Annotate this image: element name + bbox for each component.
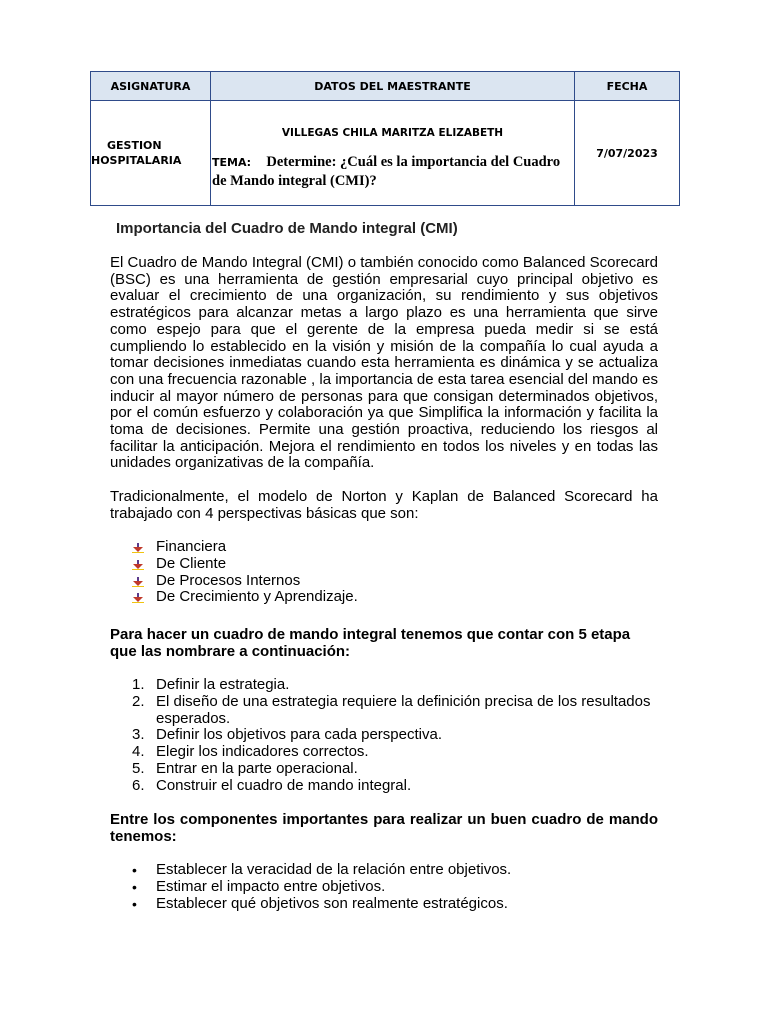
arrow-bullet-icon xyxy=(132,593,144,603)
arrow-bullet-icon xyxy=(132,560,144,570)
paragraph-perspectives xyxy=(110,489,658,522)
list-item xyxy=(132,589,358,606)
tema-label: TEMA: xyxy=(212,156,252,169)
bullet-dot-icon: • xyxy=(132,862,137,878)
bullet-dot-icon: • xyxy=(132,878,137,895)
component-text: Establecer la veracidad de la relación entre objetivos. xyxy=(156,861,512,878)
step-text: Entrar en la parte operacional. xyxy=(156,759,358,777)
header-subject: ASIGNATURA xyxy=(91,72,211,101)
list-item xyxy=(110,778,658,795)
list-item xyxy=(110,862,658,879)
perspectives-list xyxy=(132,539,358,606)
header-student: DATOS DEL MAESTRANTE xyxy=(211,72,575,101)
step-text: Elegir los indicadores correctos. xyxy=(156,743,369,761)
component-text: Establecer qué objetivos son realmente estratégicos. xyxy=(156,894,508,912)
list-item xyxy=(110,896,658,913)
step-text: El diseño de una estrategia requiere la definición precisa de los resultados esperados. xyxy=(156,692,651,727)
paragraph-2-text: Tradicionalmente, el modelo de Norton y Kaplan de Balanced Scorecard ha trabajado con 4 perspectivas básicas que son: xyxy=(110,488,658,522)
arrow-bullet-icon xyxy=(132,577,144,587)
list-item xyxy=(132,573,358,590)
tema-text: Determine: ¿Cuál es la importancia del Cuadro de Mando integral (CMI)? xyxy=(212,154,561,189)
list-item xyxy=(110,761,658,778)
step-text: Construir el cuadro de mando integral. xyxy=(156,776,412,794)
list-item xyxy=(132,556,358,573)
step-text: Definir la estrategia. xyxy=(156,676,290,693)
subject-line1: GESTION xyxy=(107,139,162,152)
component-text: Estimar el impacto entre objetivos. xyxy=(156,877,386,895)
list-item xyxy=(110,694,658,728)
step-number: 4. xyxy=(132,743,145,761)
step-text: Definir los objetivos para cada perspectiva. xyxy=(156,726,442,744)
components-list xyxy=(110,862,658,912)
tema-block xyxy=(212,152,562,190)
date-cell: 7/07/2023 xyxy=(575,101,680,206)
student-cell xyxy=(211,101,575,206)
paragraph-importance xyxy=(110,255,658,472)
perspective-label: De Crecimiento y Aprendizaje. xyxy=(156,588,358,606)
perspective-label: Financiera xyxy=(156,538,227,555)
step-number: 6. xyxy=(132,776,145,794)
components-heading: Entre los componentes importantes para realizar un buen cuadro de mando tenemos: xyxy=(110,811,658,845)
perspective-label: De Cliente xyxy=(156,554,227,572)
step-number: 3. xyxy=(132,726,145,744)
step-number: 5. xyxy=(132,759,145,777)
perspective-label: De Procesos Internos xyxy=(156,571,301,589)
list-item xyxy=(110,744,658,761)
document-title: Importancia del Cuadro de Mando integral (CMI) xyxy=(116,220,458,237)
step-number: 1. xyxy=(132,676,145,693)
list-item xyxy=(110,879,658,896)
list-item xyxy=(132,539,358,556)
paragraph-1-text: El Cuadro de Mando Integral (CMI) o también conocido como Balanced Scorecard (BSC) es una herramienta de gestión empresarial cuyo principal objetivo es evaluar el crecimiento de una organización, su rendimiento y sus objetivos estratégicos para alcanzar metas a largo plazo es una herramienta que sirve como espejo para que el gerente de la empresa pueda medir si se está cumpliendo lo establecido en la visión y misión de la compañía lo cual ayuda a tomar decisiones inmediatas cuando esta herramienta es dinámica y se actualiza con una frecuencia razonable , la importancia de esta tarea esencial del mando es inducir al mayor número de personas para que consigan determinados objetivos, por el común esfuerzo y colaboración ya que Simplifica la información y facilita la toma de decisiones. Permite una gestión proactiva, reduciendo los riesgos al facilitar la anticipación. Mejora el rendimiento en todos los niveles y en todas las unidades organizativas de la compañía. xyxy=(110,254,658,472)
arrow-bullet-icon xyxy=(132,543,144,553)
list-item xyxy=(110,727,658,744)
list-item xyxy=(110,677,658,694)
student-name: VILLEGAS CHILA MARITZA ELIZABETH xyxy=(281,127,504,139)
steps-list xyxy=(110,677,658,795)
bullet-dot-icon: • xyxy=(132,895,137,912)
steps-heading: Para hacer un cuadro de mando integral tenemos que contar con 5 etapa que las nombrare a continuación: xyxy=(110,626,631,660)
header-table xyxy=(90,71,680,206)
step-number: 2. xyxy=(132,692,145,710)
header-date: FECHA xyxy=(575,72,680,101)
subject-cell xyxy=(91,101,211,206)
subject-line2: HOSPITALARIA xyxy=(91,154,182,167)
